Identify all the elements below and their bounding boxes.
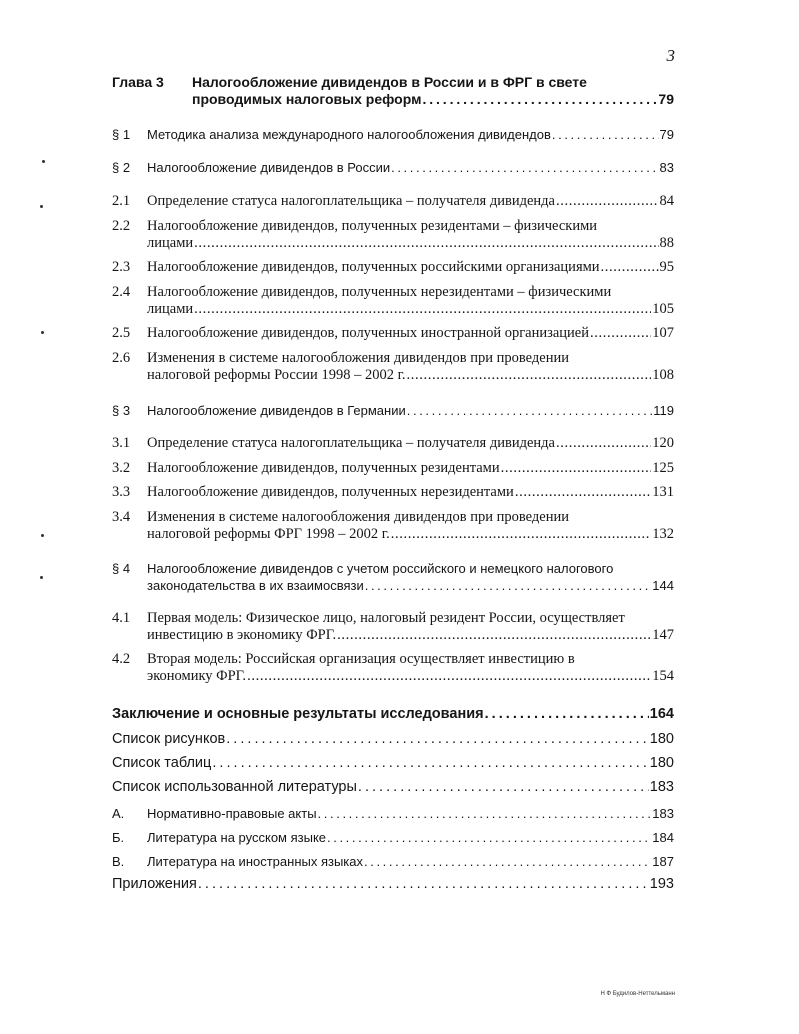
chapter-label: Глава 3 [112, 74, 164, 90]
toc-entry-2-6[interactable]: 2.6 Изменения в системе налогообложения дивидендов при проведении налоговой реформы России 1998 – 2002 г. . . . 108 [112, 350, 674, 384]
chapter-title-line1: Налогообложение дивидендов в России и в ФРГ в свете [192, 74, 587, 90]
toc-entry-conclusion[interactable]: Заключение и основные результаты исследования . . . 164 [112, 706, 674, 723]
toc-entry-bibliography-b[interactable]: Б. Литература на русском языке . . . 184 [112, 829, 674, 846]
toc-entry-section-3[interactable]: § 3 Налогообложение дивидендов в Германии . . . 119 [112, 402, 674, 419]
toc-entry-3-2[interactable]: 3.2 Налогообложение дивидендов, полученных резидентами . . . 125 [112, 460, 674, 477]
toc-entry-3-4[interactable]: 3.4 Изменения в системе налогообложения дивидендов при проведении налоговой реформы ФРГ 1998 – 2002 г. . . . 132 [112, 509, 674, 543]
chapter-page: 79 [658, 91, 674, 107]
toc-entry-2-1[interactable]: 2.1 Определение статуса налогоплательщика – получателя дивиденда . . . 84 [112, 193, 674, 210]
scan-speck [42, 160, 45, 163]
toc-entry-bibliography-c[interactable]: В. Литература на иностранных языках . . . 187 [112, 853, 674, 870]
toc-entry-2-2[interactable]: 2.2 Налогообложение дивидендов, полученных резидентами – физическими лицами . . . 88 [112, 218, 674, 252]
chapter-title-line2: проводимых налоговых реформ [192, 91, 422, 107]
toc-entry-appendices[interactable]: Приложения . . . 193 [112, 876, 674, 893]
toc-entry-2-4[interactable]: 2.4 Налогообложение дивидендов, полученных нерезидентами – физическими лицами . . . 105 [112, 284, 674, 318]
toc-entry-bibliography-a[interactable]: А. Нормативно-правовые акты . . . 183 [112, 805, 674, 822]
toc-entry-bibliography[interactable]: Список использованной литературы . . . 183 [112, 779, 674, 796]
toc-entry-4-1[interactable]: 4.1 Первая модель: Физическое лицо, налоговый резидент России, осуществляет инвестицию в экономику ФРГ. . . . 147 [112, 610, 674, 644]
chapter-heading[interactable] [112, 74, 674, 108]
scan-speck [41, 331, 44, 334]
toc-entry-2-3[interactable]: 2.3 Налогообложение дивидендов, полученных российскими организациями . . . 95 [112, 259, 674, 276]
toc-entry-figures[interactable]: Список рисунков . . . 180 [112, 731, 674, 748]
scan-speck [41, 534, 44, 537]
toc-entry-3-1[interactable]: 3.1 Определение статуса налогоплательщика – получателя дивиденда . . . 120 [112, 435, 674, 452]
toc-entry-section-1[interactable]: § 1 Методика анализа международного налогообложения дивидендов . . . 79 [112, 126, 674, 143]
toc-entry-4-2[interactable]: 4.2 Вторая модель: Российская организация осуществляет инвестицию в экономику ФРГ. . . . 154 [112, 651, 674, 685]
toc-entry-2-5[interactable]: 2.5 Налогообложение дивидендов, полученных иностранной организацией . . . 107 [112, 325, 674, 342]
toc-entry-tables[interactable]: Список таблиц . . . 180 [112, 755, 674, 772]
toc-entry-section-2[interactable]: § 2 Налогообложение дивидендов в России . . . 83 [112, 159, 674, 176]
footer-author: Н Ф Будилов-Неттельманн [600, 991, 675, 997]
scan-speck [40, 205, 43, 208]
toc-entry-section-4[interactable]: § 4 Налогообложение дивидендов с учетом российского и немецкого налогового законодательства в их взаимосвязи . . . 144 [112, 560, 674, 594]
scan-speck [40, 576, 43, 579]
toc-entry-3-3[interactable]: 3.3 Налогообложение дивидендов, полученных нерезидентами . . . 131 [112, 484, 674, 501]
page-number: 3 [666, 46, 675, 65]
